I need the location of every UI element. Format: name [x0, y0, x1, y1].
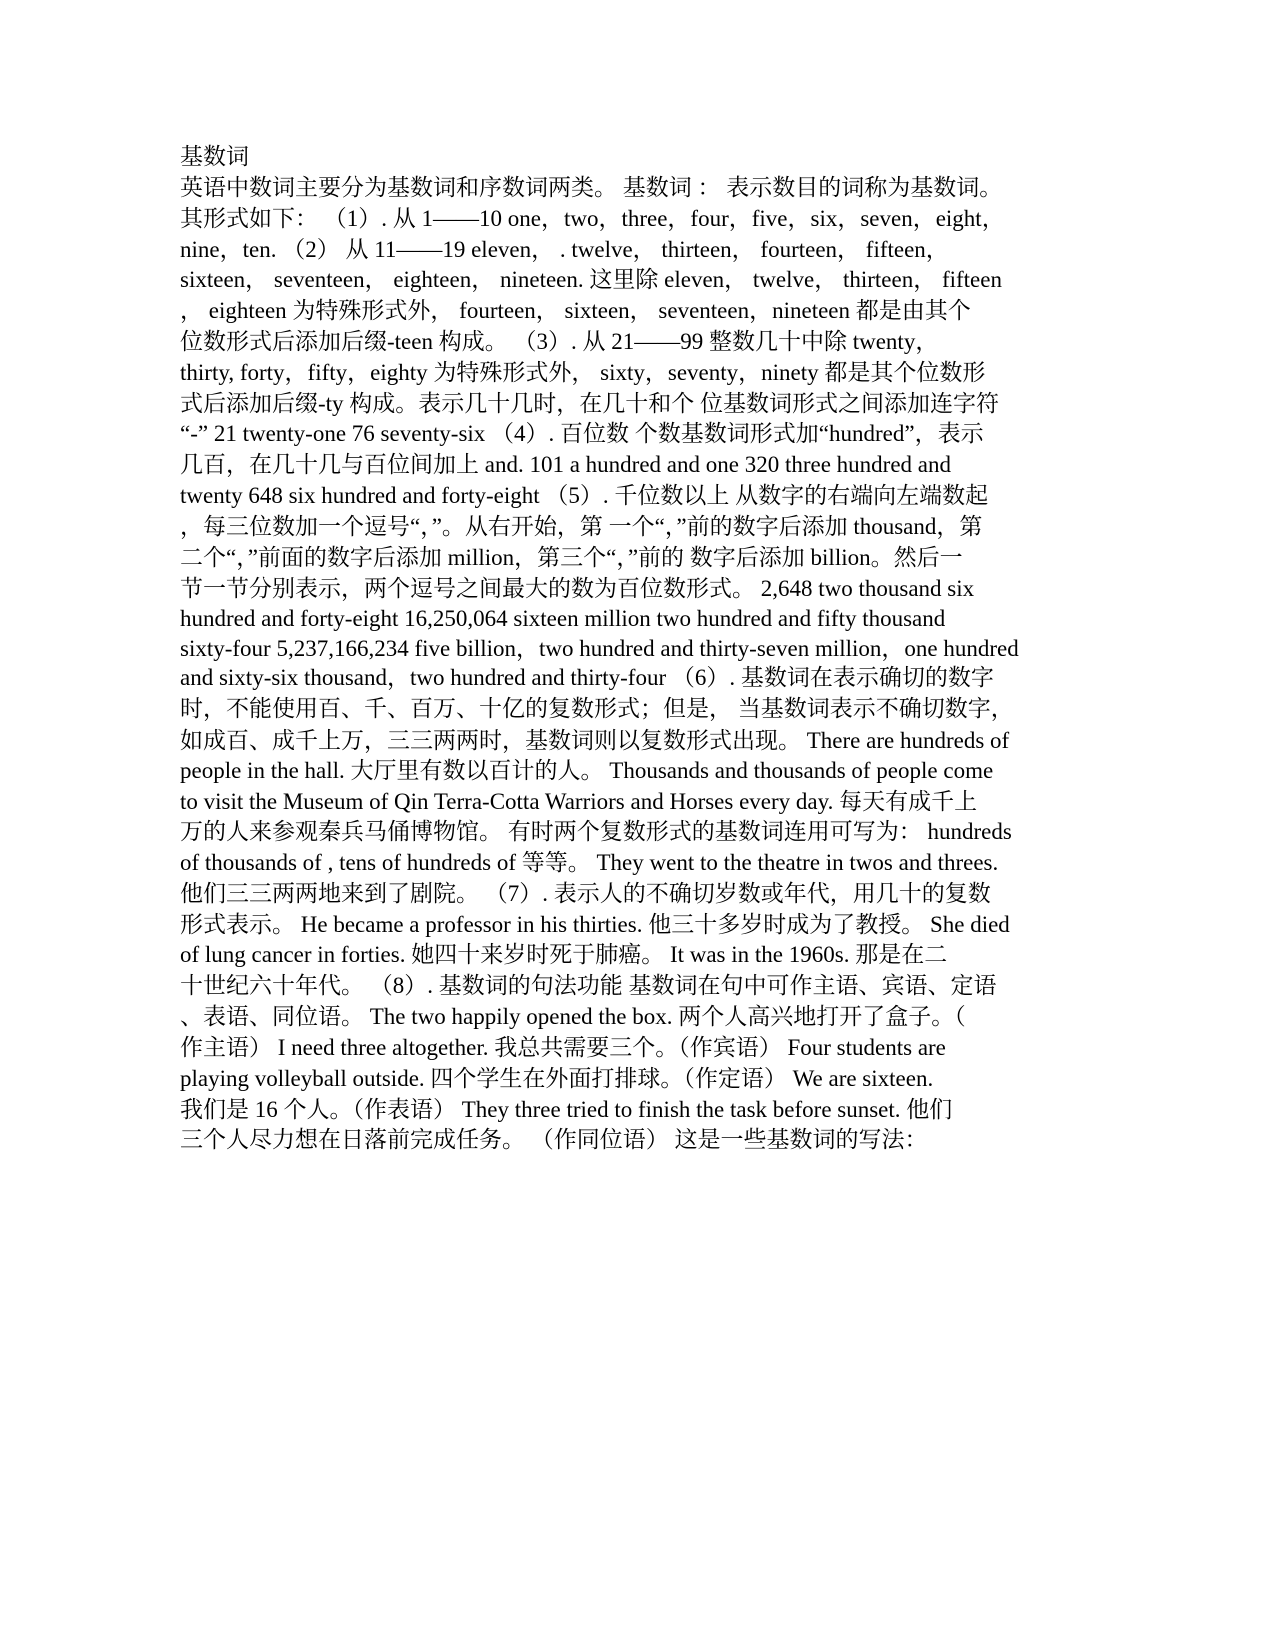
body-text-line: 式后添加后缀-ty 构成。表示几十几时，在几十和个 位基数词形式之间添加连字符: [180, 391, 1000, 416]
body-text-line: playing volleyball outside. 四个学生在外面打排球。（作定语） We are sixteen.: [180, 1066, 934, 1091]
body-text-line: of lung cancer in forties. 她四十来岁时死于肺癌。 It was in the 1960s. 那是在二: [180, 942, 948, 967]
document-title: 基数词: [180, 144, 249, 169]
body-text-line: 作主语） I need three altogether. 我总共需要三个。（作宾语） Four students are: [180, 1035, 946, 1060]
body-text-line: sixty-four 5,237,166,234 five billion，two hundred and thirty-seven million，one hundred: [180, 636, 1019, 661]
body-text-line: to visit the Museum of Qin Terra-Cotta Warriors and Horses every day. 每天有成千上: [180, 789, 978, 814]
body-text-line: 我们是 16 个人。（作表语） They three tried to finish the task before sunset. 他们: [180, 1097, 953, 1122]
body-text-line: 形式表示。 He became a professor in his thirties. 他三十多岁时成为了教授。 She died: [180, 912, 1010, 937]
body-text-line: 位数形式后添加后缀-teen 构成。 （3）. 从 21——99 整数几十中除 twenty，: [180, 329, 939, 354]
body-text-line: ， eighteen 为特殊形式外， fourteen， sixteen， seventeen，nineteen 都是由其个: [180, 298, 971, 323]
body-text-line: 时，不能使用百、千、百万、十亿的复数形式；但是， 当基数词表示不确切数字，: [180, 696, 1014, 721]
body-text-line: 如成百、成千上万，三三两两时，基数词则以复数形式出现。 There are hundreds of: [180, 728, 1010, 753]
body-text-line: 几百，在几十几与百位间加上 and. 101 a hundred and one 320 three hundred and: [180, 452, 951, 477]
body-text-line: 、表语、同位语。 The two happily opened the box. 两个人高兴地打开了盒子。（: [180, 1004, 966, 1029]
body-text-line: 他们三三两两地来到了剧院。 （7）. 表示人的不确切岁数或年代，用几十的复数: [180, 881, 991, 906]
body-text-line: people in the hall. 大厅里有数以百计的人。 Thousands and thousands of people come: [180, 758, 994, 783]
body-text-line: and sixty-six thousand，two hundred and thirty-four （6）. 基数词在表示确切的数字: [180, 665, 994, 690]
body-text-line: 其形式如下： （1）. 从 1——10 one，two，three，four，five，six，seven，eight，: [180, 206, 1005, 231]
body-text-line: nine，ten. （2） 从 11——19 eleven， . twelve， thirteen， fourteen， fifteen，: [180, 237, 949, 262]
body-text-line: 万的人来参观秦兵马俑博物馆。 有时两个复数形式的基数词连用可写为： hundreds: [180, 819, 1012, 844]
body-text-line: ，每三位数加一个逗号“，”。从右开始，第 一个“，”前的数字后添加 thousand，第: [180, 514, 983, 539]
body-text-line: of thousands of , tens of hundreds of 等等。 They went to the theatre in twos and threes.: [180, 850, 999, 875]
body-text-line: twenty 648 six hundred and forty-eight （5）. 千位数以上 从数字的右端向左端数起: [180, 483, 989, 508]
body-text-line: 英语中数词主要分为基数词和序数词两类。 基数词 ： 表示数目的词称为基数词。: [180, 175, 1003, 200]
body-text-line: “-” 21 twenty-one 76 seventy-six （4）. 百位数 个数基数词形式加“hundred”，表示: [180, 421, 984, 446]
body-text-line: 二个“，”前面的数字后添加 million，第三个“，”前的 数字后添加 billion。然后一: [180, 545, 963, 570]
body-text-line: 三个人尽力想在日落前完成任务。 （作同位语） 这是一些基数词的写法：: [180, 1127, 928, 1152]
body-text-line: 十世纪六十年代。 （8）. 基数词的句法功能 基数词在句中可作主语、宾语、定语: [180, 973, 997, 998]
body-text-line: sixteen， seventeen， eighteen， nineteen. 这里除 eleven， twelve， thirteen， fifteen: [180, 267, 1002, 292]
body-text-line: thirty, forty，fifty，eighty 为特殊形式外， sixty，seventy，ninety 都是其个位数形: [180, 360, 986, 385]
body-text-line: 节一节分别表示，两个逗号之间最大的数为百位数形式。 2,648 two thousand six: [180, 576, 975, 601]
body-text-line: hundred and forty-eight 16,250,064 sixteen million two hundred and fifty thousand: [180, 606, 946, 631]
